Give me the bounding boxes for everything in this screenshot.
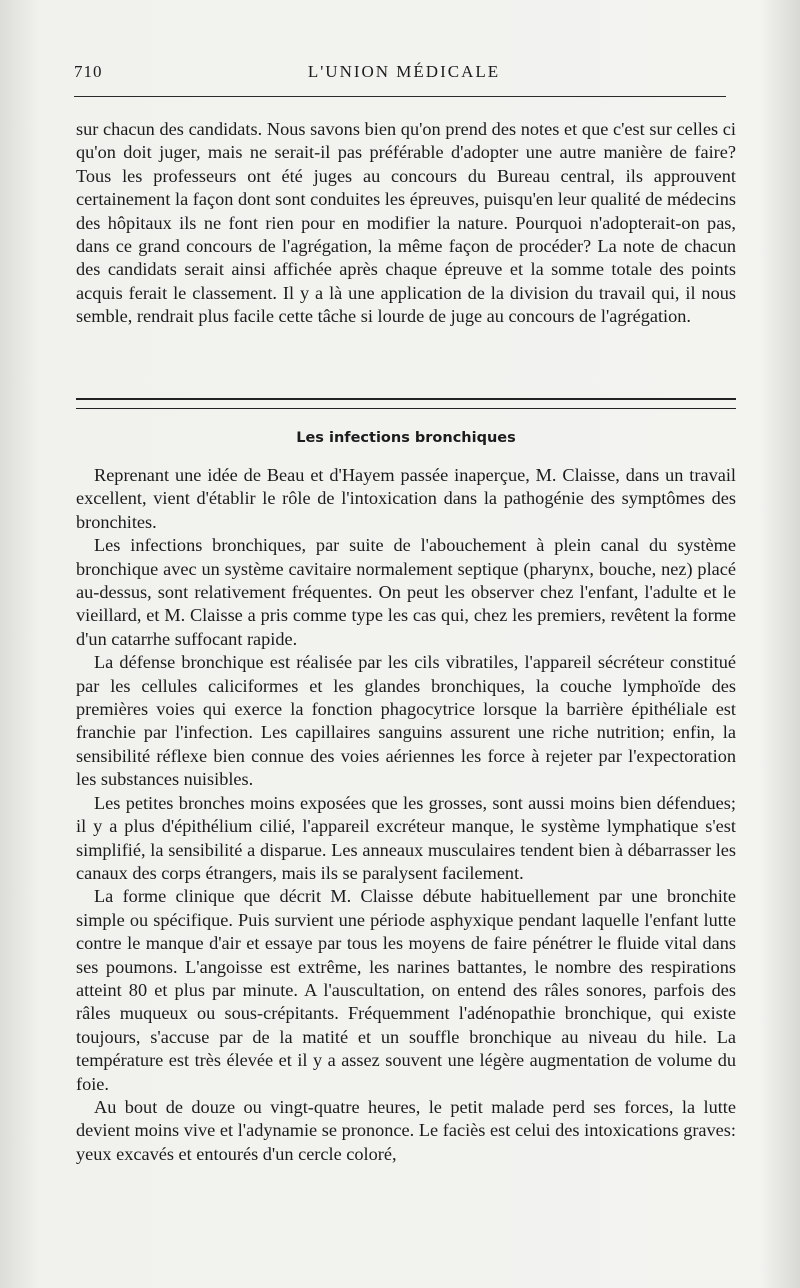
article-body: [76, 464, 736, 1166]
intro-paragraph: sur chacun des candidats. Nous savons bien qu'on prend des notes et que c'est sur celles ci qu'on doit juger, mais ne serait-il pas préférable d'adopter une autre manière de faire? Tous les professeurs ont été juges au concours du Bureau central, ils approuvent certainement la façon dont sont conduites les épreuves, puisqu'en leur qualité de médecins des hôpitaux ils ne font rien pour en modifier la nature. Pourquoi n'adopterait-on pas, dans ce grand concours de l'agrégation, la même façon de procéder? La note de chacun des candidats serait ainsi affichée après chaque épreuve et la somme totale des points acquis ferait le classement. Il y a là une application de la division du travail qui, il nous semble, rendrait plus facile cette tâche si lourde de juge au concours de l'agrégation.: [76, 119, 736, 327]
article-paragraph: La défense bronchique est réalisée par les cils vibratiles, l'appareil sécréteur constitué par les cellules caliciformes et les glandes bronchiques, la couche lymphoïde des premières voies qui exerce la fonction phagocytrice lorsque la barrière épithéliale est franchie par l'infection. Les capillaires sanguins assurent une riche nutrition; enfin, la sensibilité réflexe bien connue des voies aériennes les force à rejeter par l'expectoration les substances nuisibles.: [76, 652, 736, 790]
section-separator: [76, 398, 736, 409]
intro-text: [76, 118, 736, 329]
article-paragraph: Les infections bronchiques, par suite de l'abouchement à plein canal du système bronchique avec un système cavitaire normalement septique (pharynx, bouche, nez) placé au-dessus, sont relativement fréquentes. On peut les observer chez l'enfant, l'adulte et le vieillard, et M. Claisse a pris comme type les cas qui, chez les premiers, revêtent la forme d'un catarrhe suffocant rapide.: [76, 535, 736, 649]
header-rule: [74, 96, 726, 97]
journal-title: L'UNION MÉDICALE: [307, 62, 501, 81]
article-paragraph: La forme clinique que décrit M. Claisse débute habituellement par une bronchite simple ou spécifique. Puis survient une période asphyxique pendant laquelle l'enfant lutte contre le manque d'air et essaye par tous les moyens de faire pénétrer le fluide vital dans ses poumons. L'angoisse est extrême, les narines battantes, le nombre des respirations atteint 80 et plus par minute. A l'auscultation, on entend des râles sonores, parfois des râles muqueux ou sous-crépitants. Fréquemment l'adénopathie bronchique, qui existe toujours, s'accuse par de la matité et un souffle bronchique au niveau du hile. La température est très élevée et il y a assez souvent une légère augmentation de volume du foie.: [76, 886, 736, 1094]
running-header: [74, 62, 734, 92]
page-number: 710: [74, 62, 103, 81]
article-paragraph: Au bout de douze ou vingt-quatre heures, le petit malade perd ses forces, la lutte devient moins vive et l'adynamie se prononce. Le faciès est celui des intoxications graves: yeux excavés et entourés d'un cercle coloré,: [76, 1096, 736, 1164]
section-title: Les infections bronchiques: [296, 430, 516, 446]
article-paragraph: Les petites bronches moins exposées que les grosses, sont aussi moins bien défendues; il y a plus d'épithélium cilié, l'appareil excréteur manque, le système lymphatique s'est simplifié, la sensibilité a disparue. Les anneaux musculaires tendent bien à débarrasser les canaux des corps étrangers, mais ils se paralysent facilement.: [76, 792, 736, 883]
article-paragraph: Reprenant une idée de Beau et d'Hayem passée inaperçue, M. Claisse, dans un travail excellent, vient d'établir le rôle de l'intoxication dans la pathogénie des symptômes des bronchites.: [76, 465, 736, 532]
